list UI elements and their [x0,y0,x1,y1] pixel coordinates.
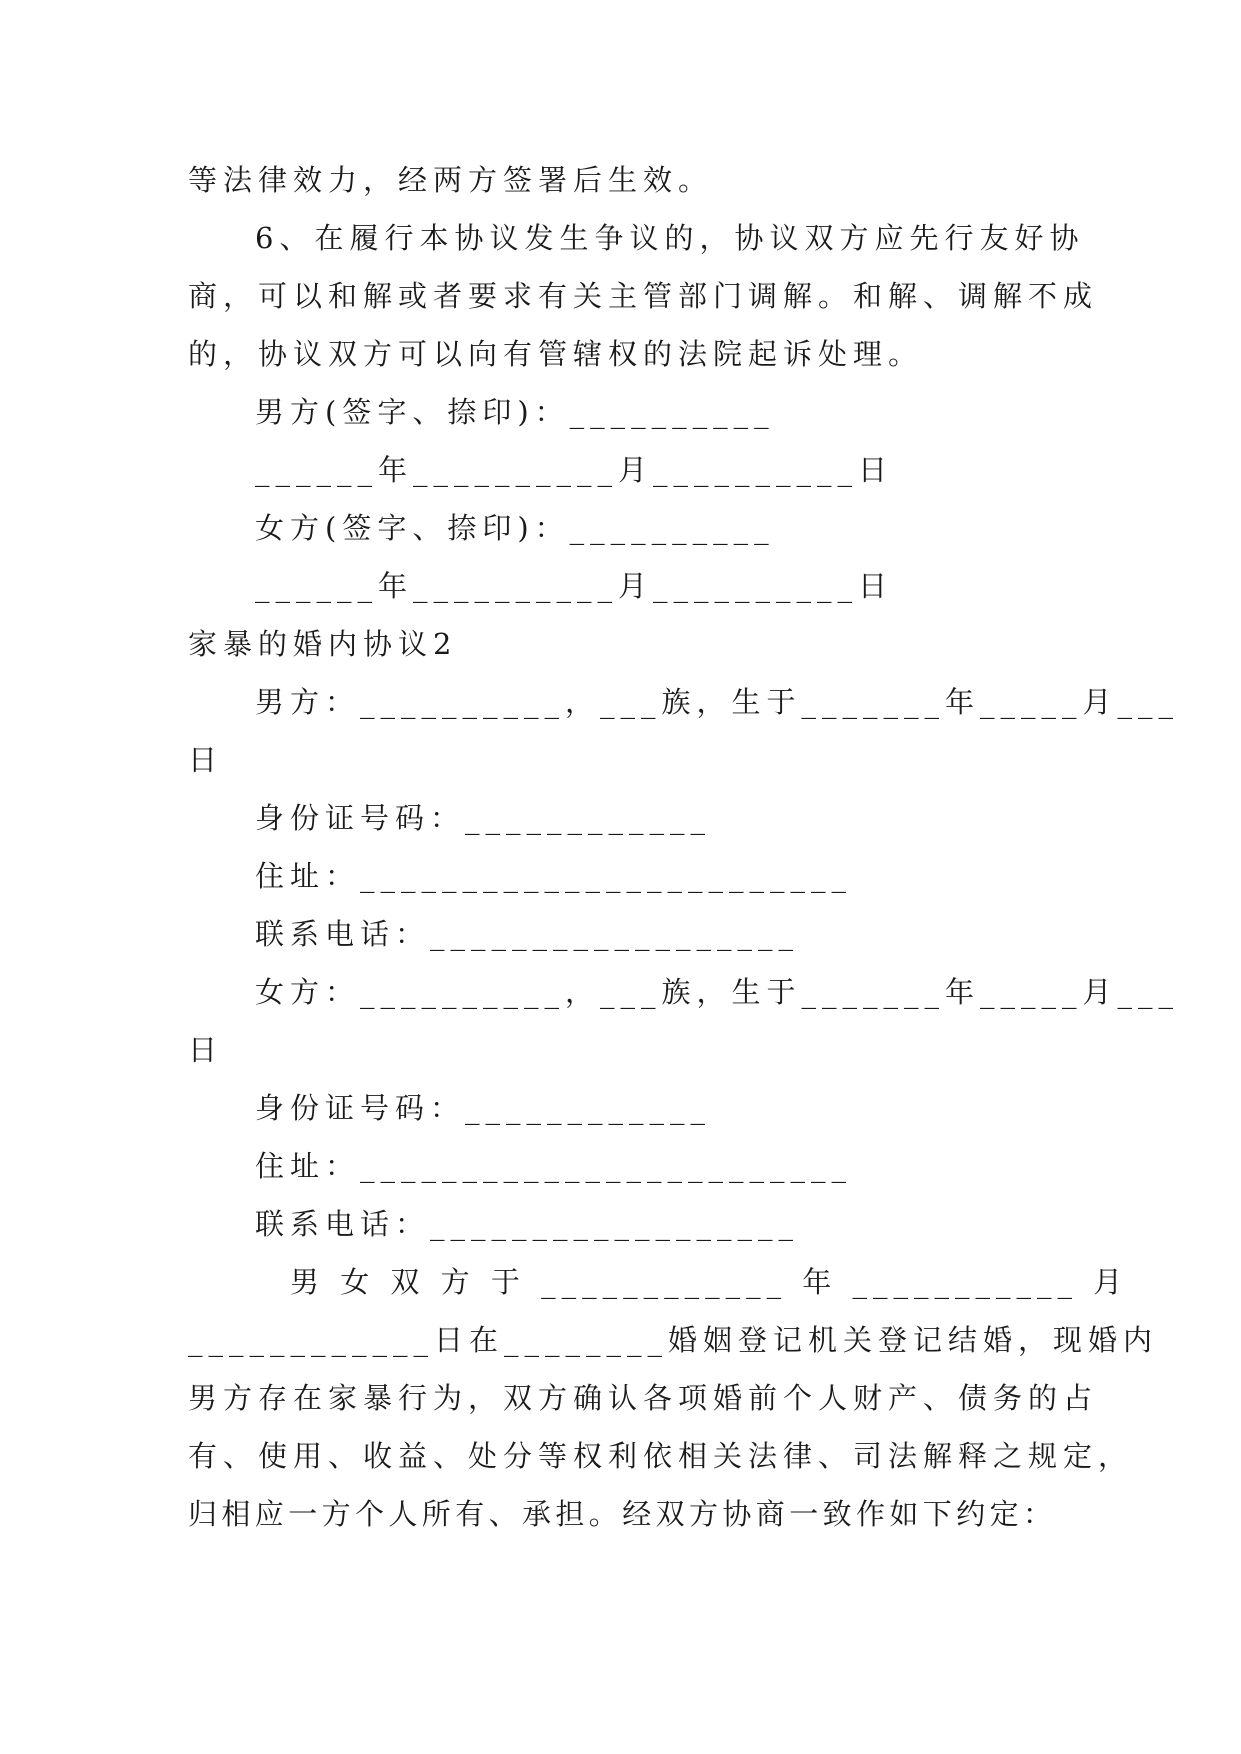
female-address-line: 住址：________________________ [255,1149,853,1183]
female-id-line: 身份证号码：____________ [255,1091,712,1125]
section-title: 家暴的婚内协议2 [188,627,458,661]
male-phone-line: 联系电话：__________________ [255,917,800,951]
male-info-line: 男方：__________，___族，生于_______年_____月___ [255,685,1180,719]
male-id-line: 身份证号码：____________ [255,801,712,835]
male-signature-line: 男方(签字、捺印)：__________ [255,395,775,429]
text-line: 日 [188,743,224,777]
male-address-line: 住址：________________________ [255,859,853,893]
text-line: 男方存在家暴行为，双方确认各项婚前个人财产、债务的占 [188,1381,1099,1415]
text-line: 等法律效力，经两方签署后生效。 [188,163,714,197]
male-date-line: ______年__________月__________日 [255,453,894,487]
text-line: 日 [188,1033,224,1067]
female-date-line: ______年__________月__________日 [255,569,894,603]
text-line: 归相应一方个人所有、承担。经双方协商一致作如下约定： [188,1497,1057,1531]
female-info-line: 女方：__________，___族，生于_______年_____月___ [255,975,1180,1009]
text-line: 有、使用、收益、处分等权利依相关法律、司法解释之规定， [188,1439,1134,1473]
text-line: 商，可以和解或者要求有关主管部门调解。和解、调解不成 [188,279,1099,313]
text-line: ____________日在________婚姻登记机关登记结婚，现婚内 [188,1323,1159,1357]
clause-6-line: 6、在履行本协议发生争议的，协议双方应先行友好协 [255,221,1085,255]
female-signature-line: 女方(签字、捺印)：__________ [255,511,775,545]
marriage-statement-line: 男 女 双 方 于 ____________ 年 ___________ 月 [290,1265,1129,1299]
female-phone-line: 联系电话：__________________ [255,1207,800,1241]
text-line: 的，协议双方可以向有管辖权的法院起诉处理。 [188,337,924,371]
